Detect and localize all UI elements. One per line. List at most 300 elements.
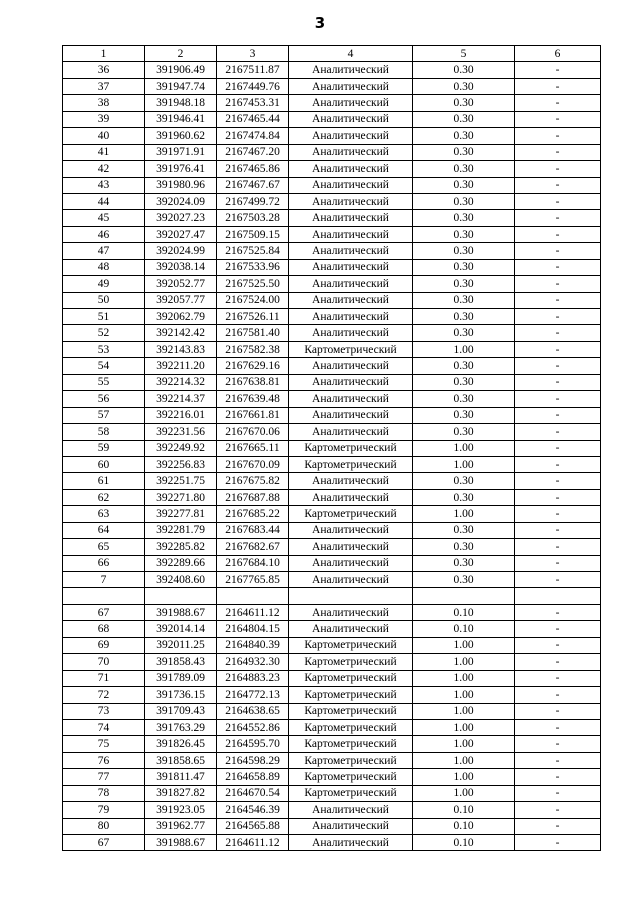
method-cell: Картометрический <box>289 506 413 522</box>
x-coordinate-cell <box>145 588 217 604</box>
y-coordinate-cell: 2167465.44 <box>217 111 289 127</box>
x-coordinate-cell: 392289.66 <box>145 555 217 571</box>
accuracy-cell: 0.30 <box>413 555 515 571</box>
x-coordinate-cell: 391736.15 <box>145 687 217 703</box>
x-coordinate-cell: 392211.20 <box>145 358 217 374</box>
method-cell: Аналитический <box>289 144 413 160</box>
table-row <box>63 489 601 505</box>
method-cell: Картометрический <box>289 785 413 801</box>
accuracy-cell: 0.30 <box>413 309 515 325</box>
note-cell: - <box>515 177 601 193</box>
note-cell: - <box>515 456 601 472</box>
point-number-cell: 71 <box>63 670 145 686</box>
x-coordinate-cell: 392249.92 <box>145 440 217 456</box>
accuracy-cell: 0.30 <box>413 473 515 489</box>
y-coordinate-cell: 2164932.30 <box>217 654 289 670</box>
table-row <box>63 670 601 686</box>
point-number-cell: 49 <box>63 276 145 292</box>
method-cell: Аналитический <box>289 276 413 292</box>
point-number-cell: 76 <box>63 752 145 768</box>
method-cell: Аналитический <box>289 489 413 505</box>
point-number-cell: 75 <box>63 736 145 752</box>
method-cell: Аналитический <box>289 292 413 308</box>
table-row <box>63 424 601 440</box>
point-number-cell: 63 <box>63 506 145 522</box>
x-coordinate-cell: 392231.56 <box>145 424 217 440</box>
method-cell: Аналитический <box>289 210 413 226</box>
y-coordinate-cell: 2167684.10 <box>217 555 289 571</box>
y-coordinate-cell <box>217 588 289 604</box>
table-row <box>63 769 601 785</box>
note-cell: - <box>515 604 601 620</box>
method-cell <box>289 588 413 604</box>
point-number-cell: 61 <box>63 473 145 489</box>
table-row <box>63 785 601 801</box>
y-coordinate-cell: 2164804.15 <box>217 621 289 637</box>
y-coordinate-cell: 2167474.84 <box>217 128 289 144</box>
note-cell: - <box>515 440 601 456</box>
note-cell: - <box>515 62 601 78</box>
table-row <box>63 637 601 653</box>
y-coordinate-cell: 2167503.28 <box>217 210 289 226</box>
method-cell: Аналитический <box>289 78 413 94</box>
header-cell-4: 4 <box>289 46 413 62</box>
table-row <box>63 572 601 588</box>
x-coordinate-cell: 391858.43 <box>145 654 217 670</box>
y-coordinate-cell: 2167524.00 <box>217 292 289 308</box>
accuracy-cell <box>413 588 515 604</box>
note-cell: - <box>515 226 601 242</box>
note-cell: - <box>515 752 601 768</box>
note-cell: - <box>515 78 601 94</box>
y-coordinate-cell: 2164611.12 <box>217 835 289 851</box>
table-row <box>63 193 601 209</box>
note-cell: - <box>515 193 601 209</box>
accuracy-cell: 0.30 <box>413 193 515 209</box>
accuracy-cell: 0.30 <box>413 177 515 193</box>
accuracy-cell: 0.30 <box>413 78 515 94</box>
x-coordinate-cell: 392027.47 <box>145 226 217 242</box>
table-row <box>63 128 601 144</box>
accuracy-cell: 1.00 <box>413 637 515 653</box>
accuracy-cell: 1.00 <box>413 506 515 522</box>
note-cell: - <box>515 785 601 801</box>
y-coordinate-cell: 2167581.40 <box>217 325 289 341</box>
x-coordinate-cell: 391789.09 <box>145 670 217 686</box>
note-cell: - <box>515 243 601 259</box>
x-coordinate-cell: 392256.83 <box>145 456 217 472</box>
method-cell: Картометрический <box>289 719 413 735</box>
note-cell: - <box>515 259 601 275</box>
method-cell: Аналитический <box>289 407 413 423</box>
x-coordinate-cell: 391960.62 <box>145 128 217 144</box>
x-coordinate-cell: 391811.47 <box>145 769 217 785</box>
accuracy-cell: 0.30 <box>413 62 515 78</box>
y-coordinate-cell: 2167661.81 <box>217 407 289 423</box>
y-coordinate-cell: 2167687.88 <box>217 489 289 505</box>
accuracy-cell: 1.00 <box>413 703 515 719</box>
point-number-cell: 38 <box>63 95 145 111</box>
y-coordinate-cell: 2167467.20 <box>217 144 289 160</box>
note-cell: - <box>515 95 601 111</box>
accuracy-cell: 1.00 <box>413 769 515 785</box>
accuracy-cell: 0.30 <box>413 111 515 127</box>
point-number-cell: 77 <box>63 769 145 785</box>
y-coordinate-cell: 2167675.82 <box>217 473 289 489</box>
y-coordinate-cell: 2167525.84 <box>217 243 289 259</box>
x-coordinate-cell: 391988.67 <box>145 835 217 851</box>
note-cell: - <box>515 309 601 325</box>
y-coordinate-cell: 2164638.65 <box>217 703 289 719</box>
note-cell: - <box>515 424 601 440</box>
point-number-cell: 68 <box>63 621 145 637</box>
x-coordinate-cell: 391923.05 <box>145 802 217 818</box>
point-number-cell: 47 <box>63 243 145 259</box>
table-row <box>63 111 601 127</box>
y-coordinate-cell: 2164611.12 <box>217 604 289 620</box>
table-row <box>63 276 601 292</box>
accuracy-cell: 1.00 <box>413 670 515 686</box>
method-cell: Аналитический <box>289 604 413 620</box>
y-coordinate-cell: 2167682.67 <box>217 539 289 555</box>
accuracy-cell: 0.30 <box>413 572 515 588</box>
note-cell <box>515 588 601 604</box>
point-number-cell: 70 <box>63 654 145 670</box>
point-number-cell: 7 <box>63 572 145 588</box>
method-cell: Аналитический <box>289 473 413 489</box>
method-cell: Аналитический <box>289 128 413 144</box>
accuracy-cell: 0.30 <box>413 489 515 505</box>
table-row <box>63 456 601 472</box>
y-coordinate-cell: 2167639.48 <box>217 391 289 407</box>
x-coordinate-cell: 392251.75 <box>145 473 217 489</box>
method-cell: Аналитический <box>289 572 413 588</box>
accuracy-cell: 1.00 <box>413 719 515 735</box>
x-coordinate-cell: 392143.83 <box>145 341 217 357</box>
note-cell: - <box>515 161 601 177</box>
accuracy-cell: 0.30 <box>413 292 515 308</box>
x-coordinate-cell: 392052.77 <box>145 276 217 292</box>
y-coordinate-cell: 2164670.54 <box>217 785 289 801</box>
x-coordinate-cell: 391962.77 <box>145 818 217 834</box>
method-cell: Аналитический <box>289 325 413 341</box>
table-row <box>63 161 601 177</box>
accuracy-cell: 0.30 <box>413 210 515 226</box>
table-body <box>63 46 601 851</box>
accuracy-cell: 0.30 <box>413 243 515 259</box>
x-coordinate-cell: 392024.09 <box>145 193 217 209</box>
y-coordinate-cell: 2167665.11 <box>217 440 289 456</box>
y-coordinate-cell: 2167526.11 <box>217 309 289 325</box>
method-cell: Аналитический <box>289 621 413 637</box>
point-number-cell: 52 <box>63 325 145 341</box>
method-cell: Аналитический <box>289 62 413 78</box>
x-coordinate-cell: 391827.82 <box>145 785 217 801</box>
method-cell: Картометрический <box>289 440 413 456</box>
method-cell: Картометрический <box>289 752 413 768</box>
y-coordinate-cell: 2164546.39 <box>217 802 289 818</box>
method-cell: Аналитический <box>289 539 413 555</box>
point-number-cell: 79 <box>63 802 145 818</box>
table-row <box>63 374 601 390</box>
y-coordinate-cell: 2164658.89 <box>217 769 289 785</box>
x-coordinate-cell: 392038.14 <box>145 259 217 275</box>
method-cell: Аналитический <box>289 374 413 390</box>
accuracy-cell: 0.10 <box>413 818 515 834</box>
header-cell-5: 5 <box>413 46 515 62</box>
note-cell: - <box>515 637 601 653</box>
accuracy-cell: 0.30 <box>413 95 515 111</box>
accuracy-cell: 0.30 <box>413 161 515 177</box>
table-row <box>63 259 601 275</box>
table-row <box>63 210 601 226</box>
y-coordinate-cell: 2167525.50 <box>217 276 289 292</box>
x-coordinate-cell: 391946.41 <box>145 111 217 127</box>
y-coordinate-cell: 2167582.38 <box>217 341 289 357</box>
x-coordinate-cell: 392214.37 <box>145 391 217 407</box>
y-coordinate-cell: 2167509.15 <box>217 226 289 242</box>
x-coordinate-cell: 391976.41 <box>145 161 217 177</box>
method-cell: Аналитический <box>289 391 413 407</box>
method-cell: Аналитический <box>289 802 413 818</box>
table-row <box>63 835 601 851</box>
table-row <box>63 555 601 571</box>
note-cell: - <box>515 407 601 423</box>
x-coordinate-cell: 391980.96 <box>145 177 217 193</box>
y-coordinate-cell: 2164883.23 <box>217 670 289 686</box>
point-number-cell: 60 <box>63 456 145 472</box>
x-coordinate-cell: 392014.14 <box>145 621 217 637</box>
y-coordinate-cell: 2167533.96 <box>217 259 289 275</box>
table-row <box>63 539 601 555</box>
note-cell: - <box>515 325 601 341</box>
method-cell: Картометрический <box>289 703 413 719</box>
table-row <box>63 621 601 637</box>
accuracy-cell: 1.00 <box>413 736 515 752</box>
point-number-cell: 66 <box>63 555 145 571</box>
table-row <box>63 325 601 341</box>
table-row <box>63 687 601 703</box>
method-cell: Картометрический <box>289 670 413 686</box>
method-cell: Картометрический <box>289 769 413 785</box>
y-coordinate-cell: 2164772.13 <box>217 687 289 703</box>
y-coordinate-cell: 2164552.86 <box>217 719 289 735</box>
point-number-cell: 39 <box>63 111 145 127</box>
accuracy-cell: 0.30 <box>413 325 515 341</box>
table-row <box>63 243 601 259</box>
note-cell: - <box>515 473 601 489</box>
table-row <box>63 752 601 768</box>
accuracy-cell: 0.30 <box>413 407 515 423</box>
note-cell: - <box>515 670 601 686</box>
table-row <box>63 818 601 834</box>
table-row <box>63 341 601 357</box>
method-cell: Аналитический <box>289 835 413 851</box>
method-cell: Картометрический <box>289 341 413 357</box>
point-number-cell: 42 <box>63 161 145 177</box>
note-cell: - <box>515 144 601 160</box>
note-cell: - <box>515 539 601 555</box>
header-cell-1: 1 <box>63 46 145 62</box>
table-row <box>63 703 601 719</box>
note-cell: - <box>515 802 601 818</box>
table-row <box>63 802 601 818</box>
x-coordinate-cell: 391826.45 <box>145 736 217 752</box>
note-cell: - <box>515 128 601 144</box>
table-row <box>63 588 601 604</box>
method-cell: Аналитический <box>289 424 413 440</box>
point-number-cell: 54 <box>63 358 145 374</box>
point-number-cell: 58 <box>63 424 145 440</box>
note-cell: - <box>515 818 601 834</box>
accuracy-cell: 0.30 <box>413 226 515 242</box>
x-coordinate-cell: 392271.80 <box>145 489 217 505</box>
table-row <box>63 309 601 325</box>
point-number-cell: 80 <box>63 818 145 834</box>
accuracy-cell: 1.00 <box>413 341 515 357</box>
table-row <box>63 358 601 374</box>
point-number-cell: 67 <box>63 604 145 620</box>
method-cell: Аналитический <box>289 193 413 209</box>
table-row <box>63 604 601 620</box>
method-cell: Картометрический <box>289 637 413 653</box>
accuracy-cell: 1.00 <box>413 456 515 472</box>
point-number-cell: 44 <box>63 193 145 209</box>
y-coordinate-cell: 2167670.09 <box>217 456 289 472</box>
y-coordinate-cell: 2167683.44 <box>217 522 289 538</box>
point-number-cell: 43 <box>63 177 145 193</box>
accuracy-cell: 1.00 <box>413 785 515 801</box>
table-header-row <box>63 46 601 62</box>
y-coordinate-cell: 2167465.86 <box>217 161 289 177</box>
note-cell: - <box>515 572 601 588</box>
accuracy-cell: 0.30 <box>413 522 515 538</box>
accuracy-cell: 0.30 <box>413 276 515 292</box>
table-row <box>63 473 601 489</box>
method-cell: Картометрический <box>289 687 413 703</box>
point-number-cell: 64 <box>63 522 145 538</box>
point-number-cell: 53 <box>63 341 145 357</box>
header-cell-6: 6 <box>515 46 601 62</box>
y-coordinate-cell: 2167670.06 <box>217 424 289 440</box>
x-coordinate-cell: 392408.60 <box>145 572 217 588</box>
method-cell: Картометрический <box>289 456 413 472</box>
x-coordinate-cell: 391971.91 <box>145 144 217 160</box>
point-number-cell: 45 <box>63 210 145 226</box>
header-cell-3: 3 <box>217 46 289 62</box>
method-cell: Картометрический <box>289 736 413 752</box>
point-number-cell: 73 <box>63 703 145 719</box>
accuracy-cell: 1.00 <box>413 687 515 703</box>
point-number-cell <box>63 588 145 604</box>
note-cell: - <box>515 522 601 538</box>
note-cell: - <box>515 341 601 357</box>
note-cell: - <box>515 703 601 719</box>
x-coordinate-cell: 392027.23 <box>145 210 217 226</box>
x-coordinate-cell: 392057.77 <box>145 292 217 308</box>
y-coordinate-cell: 2167499.72 <box>217 193 289 209</box>
point-number-cell: 67 <box>63 835 145 851</box>
table-row <box>63 78 601 94</box>
point-number-cell: 74 <box>63 719 145 735</box>
point-number-cell: 41 <box>63 144 145 160</box>
note-cell: - <box>515 111 601 127</box>
method-cell: Аналитический <box>289 522 413 538</box>
page-number: 3 <box>314 14 326 32</box>
point-number-cell: 37 <box>63 78 145 94</box>
x-coordinate-cell: 391763.29 <box>145 719 217 735</box>
note-cell: - <box>515 210 601 226</box>
x-coordinate-cell: 391948.18 <box>145 95 217 111</box>
note-cell: - <box>515 358 601 374</box>
point-number-cell: 55 <box>63 374 145 390</box>
x-coordinate-cell: 392011.25 <box>145 637 217 653</box>
note-cell: - <box>515 719 601 735</box>
x-coordinate-cell: 392277.81 <box>145 506 217 522</box>
accuracy-cell: 0.10 <box>413 802 515 818</box>
note-cell: - <box>515 391 601 407</box>
method-cell: Аналитический <box>289 226 413 242</box>
table-row <box>63 506 601 522</box>
x-coordinate-cell: 391988.67 <box>145 604 217 620</box>
note-cell: - <box>515 736 601 752</box>
point-number-cell: 50 <box>63 292 145 308</box>
note-cell: - <box>515 654 601 670</box>
method-cell: Аналитический <box>289 309 413 325</box>
y-coordinate-cell: 2167765.85 <box>217 572 289 588</box>
accuracy-cell: 0.10 <box>413 604 515 620</box>
point-number-cell: 65 <box>63 539 145 555</box>
method-cell: Аналитический <box>289 555 413 571</box>
accuracy-cell: 0.30 <box>413 259 515 275</box>
table-row <box>63 719 601 735</box>
note-cell: - <box>515 489 601 505</box>
y-coordinate-cell: 2164598.29 <box>217 752 289 768</box>
accuracy-cell: 0.30 <box>413 374 515 390</box>
note-cell: - <box>515 621 601 637</box>
point-number-cell: 62 <box>63 489 145 505</box>
point-number-cell: 56 <box>63 391 145 407</box>
x-coordinate-cell: 392024.99 <box>145 243 217 259</box>
note-cell: - <box>515 506 601 522</box>
table-row <box>63 226 601 242</box>
point-number-cell: 51 <box>63 309 145 325</box>
note-cell: - <box>515 555 601 571</box>
x-coordinate-cell: 392142.42 <box>145 325 217 341</box>
accuracy-cell: 0.10 <box>413 621 515 637</box>
point-number-cell: 78 <box>63 785 145 801</box>
note-cell: - <box>515 769 601 785</box>
point-number-cell: 48 <box>63 259 145 275</box>
y-coordinate-cell: 2164840.39 <box>217 637 289 653</box>
table-row <box>63 736 601 752</box>
table-row <box>63 440 601 456</box>
accuracy-cell: 0.30 <box>413 144 515 160</box>
table-row <box>63 654 601 670</box>
coordinates-table <box>62 45 601 851</box>
note-cell: - <box>515 374 601 390</box>
note-cell: - <box>515 835 601 851</box>
method-cell: Аналитический <box>289 358 413 374</box>
method-cell: Аналитический <box>289 243 413 259</box>
point-number-cell: 69 <box>63 637 145 653</box>
y-coordinate-cell: 2164595.70 <box>217 736 289 752</box>
table-row <box>63 95 601 111</box>
x-coordinate-cell: 392062.79 <box>145 309 217 325</box>
method-cell: Аналитический <box>289 111 413 127</box>
x-coordinate-cell: 391858.65 <box>145 752 217 768</box>
x-coordinate-cell: 391947.74 <box>145 78 217 94</box>
